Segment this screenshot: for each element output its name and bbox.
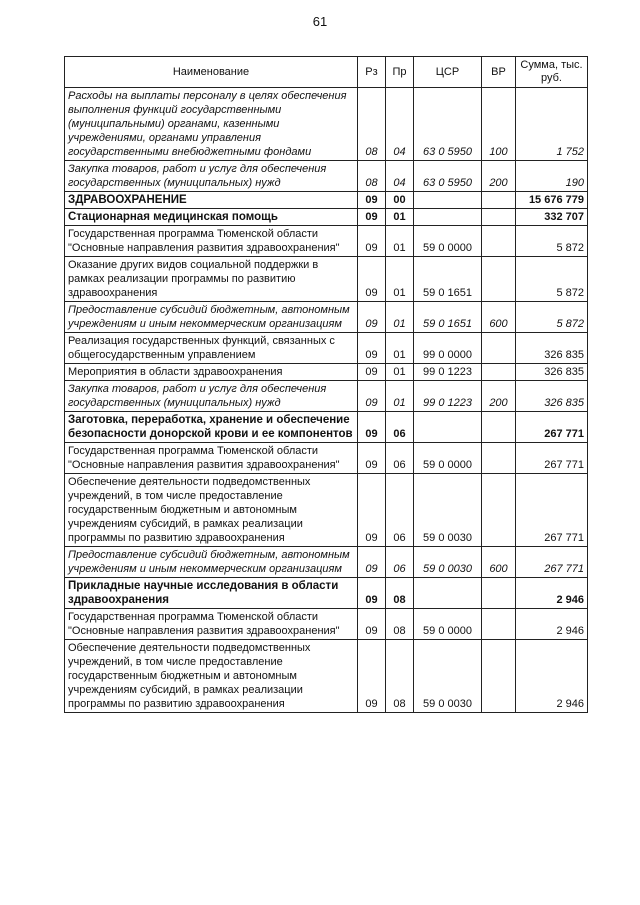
cell-vr bbox=[482, 578, 516, 609]
cell-vr: 600 bbox=[482, 547, 516, 578]
cell-sum: 2 946 bbox=[516, 640, 588, 713]
cell-vr bbox=[482, 609, 516, 640]
cell-sum: 1 752 bbox=[516, 88, 588, 161]
table-row bbox=[65, 578, 588, 609]
cell-rz: 09 bbox=[358, 302, 386, 333]
cell-rz: 09 bbox=[358, 578, 386, 609]
cell-vr: 200 bbox=[482, 161, 516, 192]
cell-sum: 267 771 bbox=[516, 412, 588, 443]
cell-vr bbox=[482, 412, 516, 443]
table-row bbox=[65, 333, 588, 364]
cell-sum: 15 676 779 bbox=[516, 192, 588, 209]
cell-pr: 06 bbox=[386, 547, 414, 578]
cell-pr: 00 bbox=[386, 192, 414, 209]
cell-pr: 01 bbox=[386, 302, 414, 333]
table-row bbox=[65, 443, 588, 474]
cell-rz: 09 bbox=[358, 640, 386, 713]
cell-name: Прикладные научные исследования в области здравоохранения bbox=[65, 578, 358, 609]
cell-sum: 267 771 bbox=[516, 443, 588, 474]
cell-csr: 99 0 1223 bbox=[414, 364, 482, 381]
cell-vr bbox=[482, 443, 516, 474]
cell-pr: 06 bbox=[386, 412, 414, 443]
cell-csr: 59 0 0030 bbox=[414, 547, 482, 578]
cell-rz: 09 bbox=[358, 381, 386, 412]
header-rz: Рз bbox=[358, 57, 386, 88]
cell-sum: 2 946 bbox=[516, 609, 588, 640]
cell-name: Мероприятия в области здравоохранения bbox=[65, 364, 358, 381]
cell-rz: 09 bbox=[358, 412, 386, 443]
table-header-row bbox=[65, 57, 588, 88]
cell-csr: 63 0 5950 bbox=[414, 161, 482, 192]
header-csr: ЦСР bbox=[414, 57, 482, 88]
cell-rz: 09 bbox=[358, 333, 386, 364]
cell-csr bbox=[414, 412, 482, 443]
cell-csr: 59 0 0000 bbox=[414, 443, 482, 474]
cell-pr: 08 bbox=[386, 640, 414, 713]
cell-csr bbox=[414, 209, 482, 226]
cell-rz: 09 bbox=[358, 364, 386, 381]
table-row bbox=[65, 192, 588, 209]
cell-pr: 01 bbox=[386, 381, 414, 412]
cell-pr: 08 bbox=[386, 609, 414, 640]
table-row bbox=[65, 302, 588, 333]
table-row bbox=[65, 381, 588, 412]
cell-vr bbox=[482, 474, 516, 547]
cell-csr: 99 0 1223 bbox=[414, 381, 482, 412]
cell-csr: 59 0 0030 bbox=[414, 474, 482, 547]
cell-sum: 332 707 bbox=[516, 209, 588, 226]
cell-name: Обеспечение деятельности подведомственных учреждений, в том числе предоставление государственным бюджетным и автономным учреждениям субсидий, в рамках реализации программы по развитию здравоохранения bbox=[65, 474, 358, 547]
cell-name: Предоставление субсидий бюджетным, автономным учреждениям и иным некоммерческим организациям bbox=[65, 302, 358, 333]
cell-name: Расходы на выплаты персоналу в целях обеспечения выполнения функций государственными (муниципальными) органами, казенными учреждениями, органами управления государственными внебюджетными фондами bbox=[65, 88, 358, 161]
cell-rz: 09 bbox=[358, 192, 386, 209]
cell-name: Закупка товаров, работ и услуг для обеспечения государственных (муниципальных) нужд bbox=[65, 161, 358, 192]
cell-name: Стационарная медицинская помощь bbox=[65, 209, 358, 226]
cell-csr bbox=[414, 192, 482, 209]
table-body bbox=[65, 88, 588, 713]
cell-sum: 5 872 bbox=[516, 257, 588, 302]
cell-vr bbox=[482, 364, 516, 381]
cell-name: ЗДРАВООХРАНЕНИЕ bbox=[65, 192, 358, 209]
cell-rz: 08 bbox=[358, 88, 386, 161]
cell-csr: 99 0 0000 bbox=[414, 333, 482, 364]
table-row bbox=[65, 474, 588, 547]
cell-name: Реализация государственных функций, связанных с общегосударственным управлением bbox=[65, 333, 358, 364]
cell-vr bbox=[482, 209, 516, 226]
cell-sum: 326 835 bbox=[516, 381, 588, 412]
cell-rz: 09 bbox=[358, 547, 386, 578]
header-sum: Сумма, тыс. руб. bbox=[516, 57, 588, 88]
table-row bbox=[65, 226, 588, 257]
cell-sum: 326 835 bbox=[516, 333, 588, 364]
cell-pr: 01 bbox=[386, 257, 414, 302]
cell-vr bbox=[482, 333, 516, 364]
table-row bbox=[65, 88, 588, 161]
cell-csr: 59 0 0000 bbox=[414, 226, 482, 257]
table-row bbox=[65, 640, 588, 713]
table-row bbox=[65, 364, 588, 381]
cell-sum: 267 771 bbox=[516, 547, 588, 578]
cell-vr bbox=[482, 640, 516, 713]
cell-vr: 600 bbox=[482, 302, 516, 333]
cell-pr: 01 bbox=[386, 333, 414, 364]
cell-pr: 01 bbox=[386, 364, 414, 381]
cell-pr: 04 bbox=[386, 161, 414, 192]
cell-rz: 09 bbox=[358, 257, 386, 302]
cell-vr bbox=[482, 192, 516, 209]
cell-pr: 01 bbox=[386, 209, 414, 226]
cell-vr: 100 bbox=[482, 88, 516, 161]
cell-rz: 09 bbox=[358, 209, 386, 226]
table-row bbox=[65, 209, 588, 226]
cell-rz: 08 bbox=[358, 161, 386, 192]
cell-pr: 01 bbox=[386, 226, 414, 257]
cell-sum: 326 835 bbox=[516, 364, 588, 381]
header-name: Наименование bbox=[65, 57, 358, 88]
cell-name: Заготовка, переработка, хранение и обеспечение безопасности донорской крови и ее компонентов bbox=[65, 412, 358, 443]
cell-name: Оказание других видов социальной поддержки в рамках реализации программы по развитию здравоохранения bbox=[65, 257, 358, 302]
cell-csr: 59 0 0030 bbox=[414, 640, 482, 713]
cell-name: Государственная программа Тюменской области "Основные направления развития здравоохранения" bbox=[65, 226, 358, 257]
budget-table bbox=[64, 56, 588, 713]
cell-sum: 2 946 bbox=[516, 578, 588, 609]
cell-sum: 267 771 bbox=[516, 474, 588, 547]
cell-name: Государственная программа Тюменской области "Основные направления развития здравоохранения" bbox=[65, 609, 358, 640]
cell-name: Предоставление субсидий бюджетным, автономным учреждениям и иным некоммерческим организациям bbox=[65, 547, 358, 578]
cell-csr: 63 0 5950 bbox=[414, 88, 482, 161]
header-pr: Пр bbox=[386, 57, 414, 88]
cell-csr: 59 0 0000 bbox=[414, 609, 482, 640]
cell-pr: 08 bbox=[386, 578, 414, 609]
cell-pr: 06 bbox=[386, 474, 414, 547]
cell-csr bbox=[414, 578, 482, 609]
cell-name: Государственная программа Тюменской области "Основные направления развития здравоохранения" bbox=[65, 443, 358, 474]
cell-pr: 04 bbox=[386, 88, 414, 161]
cell-vr: 200 bbox=[482, 381, 516, 412]
cell-sum: 5 872 bbox=[516, 226, 588, 257]
cell-vr bbox=[482, 257, 516, 302]
cell-rz: 09 bbox=[358, 609, 386, 640]
table-row bbox=[65, 609, 588, 640]
cell-rz: 09 bbox=[358, 474, 386, 547]
cell-rz: 09 bbox=[358, 443, 386, 474]
cell-pr: 06 bbox=[386, 443, 414, 474]
cell-sum: 190 bbox=[516, 161, 588, 192]
page-number: 61 bbox=[312, 14, 328, 29]
cell-csr: 59 0 1651 bbox=[414, 257, 482, 302]
cell-vr bbox=[482, 226, 516, 257]
cell-name: Обеспечение деятельности подведомственных учреждений, в том числе предоставление государственным бюджетным и автономным учреждениям субсидий, в рамках реализации программы по развитию здравоохранения bbox=[65, 640, 358, 713]
cell-rz: 09 bbox=[358, 226, 386, 257]
table-row bbox=[65, 412, 588, 443]
header-vr: ВР bbox=[482, 57, 516, 88]
table-row bbox=[65, 257, 588, 302]
cell-name: Закупка товаров, работ и услуг для обеспечения государственных (муниципальных) нужд bbox=[65, 381, 358, 412]
table-row bbox=[65, 161, 588, 192]
cell-sum: 5 872 bbox=[516, 302, 588, 333]
table-row bbox=[65, 547, 588, 578]
cell-csr: 59 0 1651 bbox=[414, 302, 482, 333]
